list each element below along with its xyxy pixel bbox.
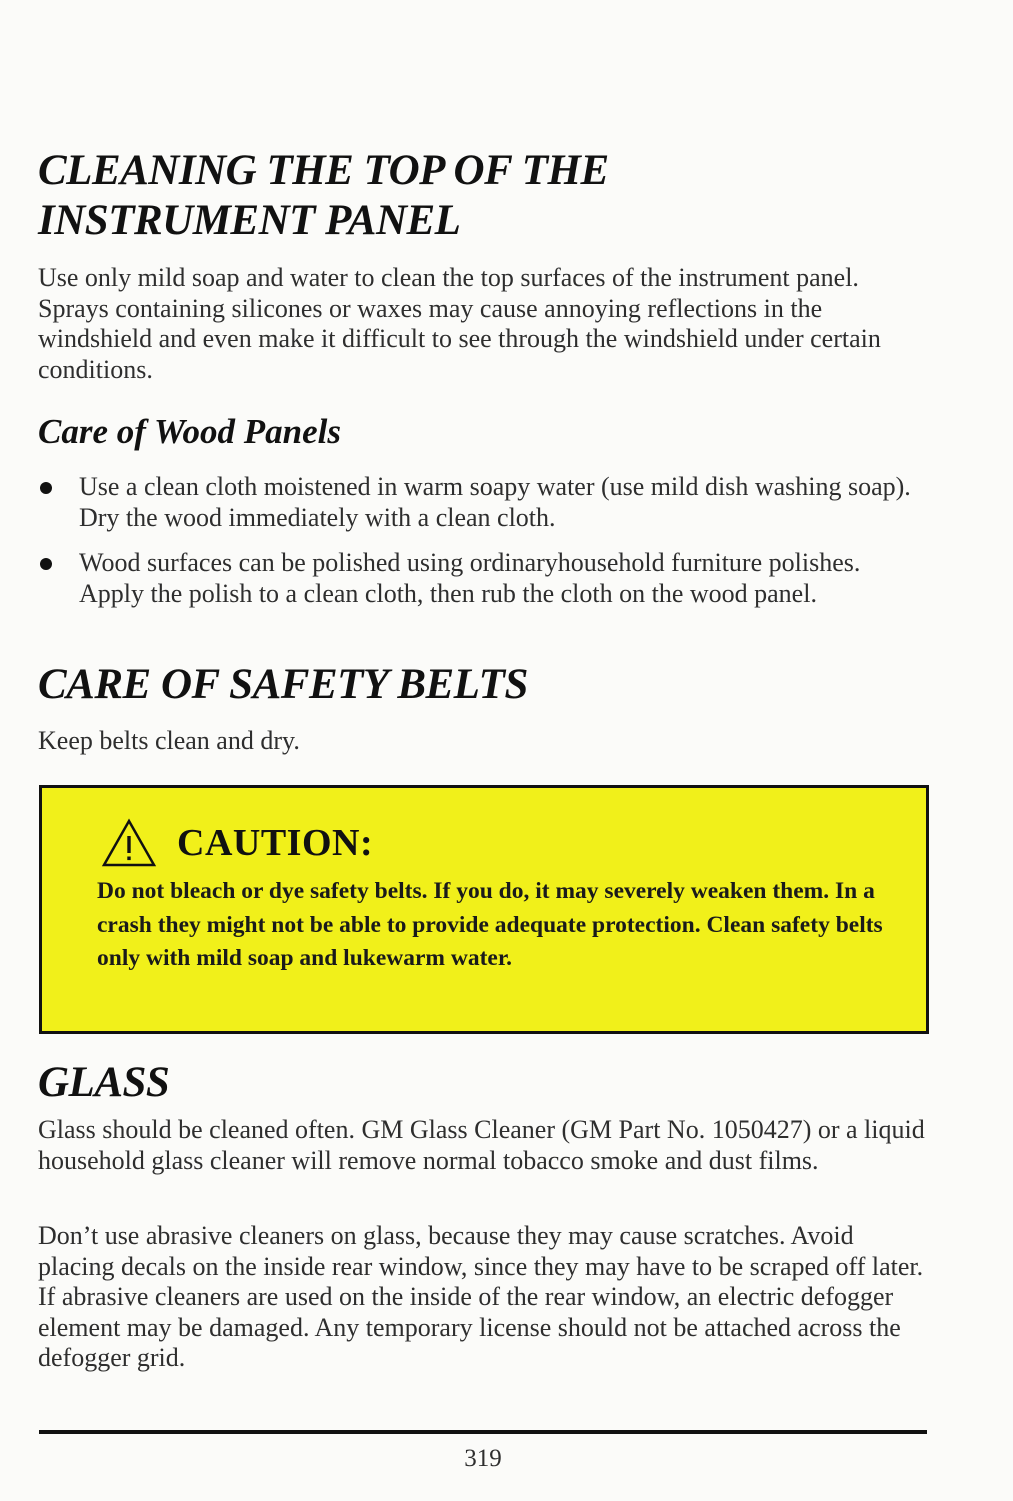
caution-text: Do not bleach or dye safety belts. If you do, it may severely weaken them. In a crash they might not be able to provide adequate protection. Clean safety belts only with mild soap and lukewarm water. xyxy=(97,878,883,971)
warning-triangle-icon xyxy=(101,818,157,868)
wood-care-list xyxy=(38,472,928,624)
bullet-text: Wood surfaces can be polished using ordinaryhousehold furniture polishes. Apply the polish to a clean cloth, then rub the cloth on the wood panel. xyxy=(79,548,861,608)
list-item xyxy=(38,472,928,533)
manual-page xyxy=(38,0,928,1501)
instrument-panel-body: Use only mild soap and water to clean the top surfaces of the instrument panel. Sprays containing silicones or waxes may cause annoying reflections in the windshield and even make it difficult to see through the windshield under certain conditions. xyxy=(38,263,881,384)
glass-title: GLASS xyxy=(38,1059,170,1106)
title-line-2: INSTRUMENT PANEL xyxy=(38,197,461,244)
caution-box xyxy=(39,785,929,1034)
caution-label: CAUTION: xyxy=(177,822,374,864)
safety-belts-title: CARE OF SAFETY BELTS xyxy=(38,661,528,708)
bullet-text: Use a clean cloth moistened in warm soapy water (use mild dish washing soap). Dry the wood immediately with a clean cloth. xyxy=(79,472,911,532)
wood-panels-heading: Care of Wood Panels xyxy=(38,412,342,451)
footer-rule xyxy=(39,1430,927,1434)
safety-belts-body: Keep belts clean and dry. xyxy=(38,726,300,755)
bullet-icon xyxy=(40,558,52,570)
caution-header xyxy=(101,818,373,868)
title-line-1: CLEANING THE TOP OF THE xyxy=(38,147,609,194)
instrument-panel-title xyxy=(38,146,609,246)
bullet-icon xyxy=(40,482,52,494)
glass-body-1: Glass should be cleaned often. GM Glass Cleaner (GM Part No. 1050427) or a liquid household glass cleaner will remove normal tobacco smoke and dust films. xyxy=(38,1115,925,1175)
page-number: 319 xyxy=(464,1445,502,1472)
list-item xyxy=(38,548,928,609)
glass-body-2: Don’t use abrasive cleaners on glass, because they may cause scratches. Avoid placing decals on the inside rear window, since they may have to be scraped off later. If abrasive cleaners are used on the inside of the rear window, an electric defogger element may be damaged. Any temporary license should not be attached across the defogger grid. xyxy=(38,1221,924,1372)
